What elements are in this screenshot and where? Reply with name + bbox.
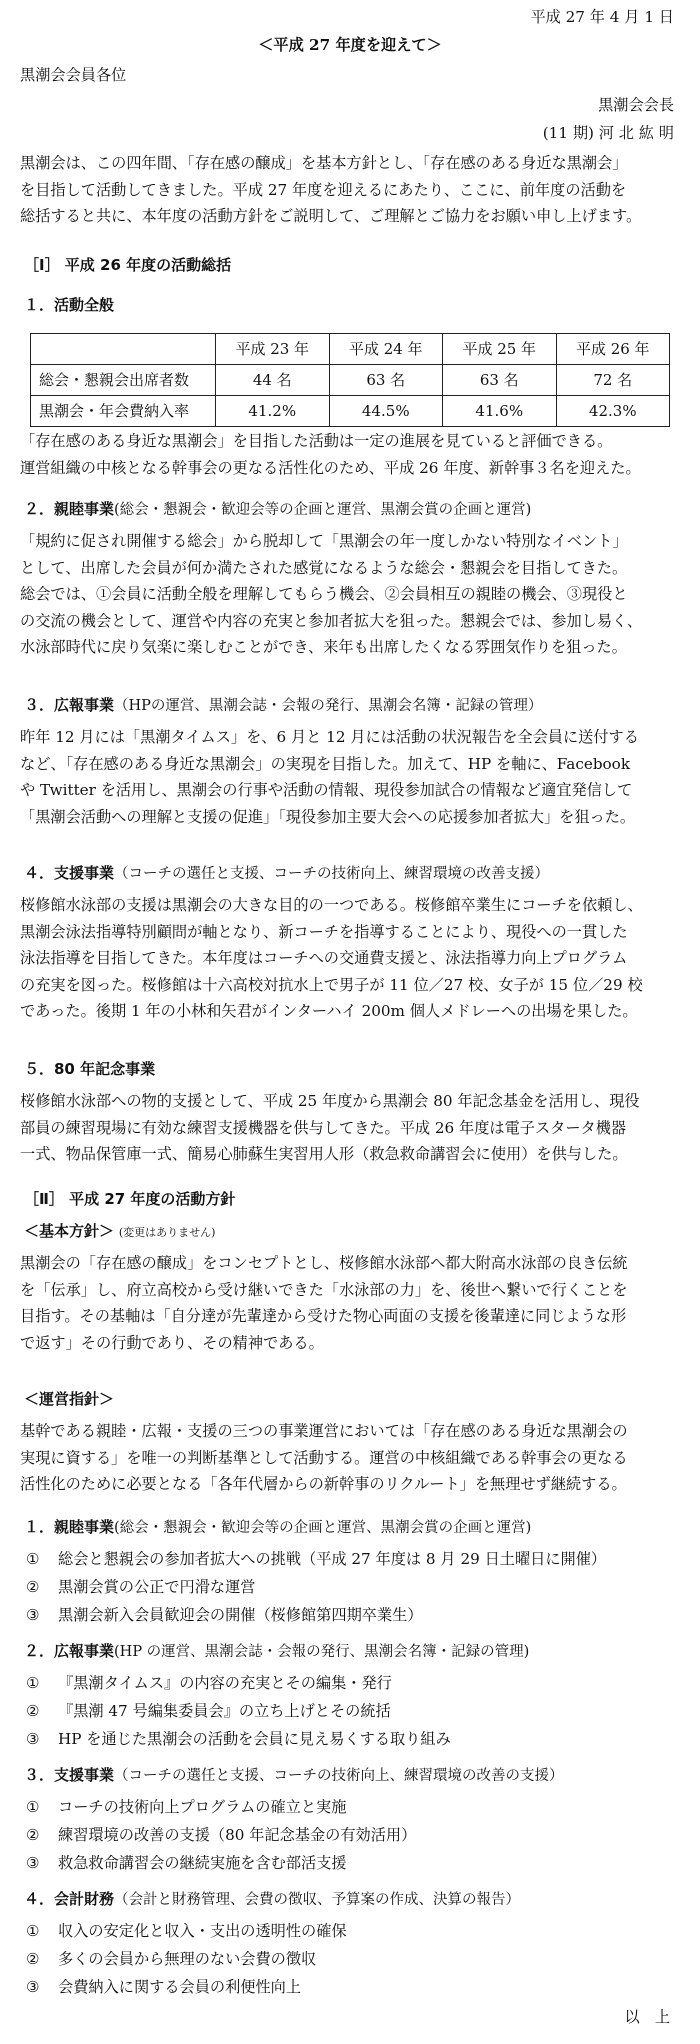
sub4-heading: ４．支援事業 (24, 864, 115, 882)
plan3-heading: ３．支援事業 (24, 1766, 115, 1784)
list-item-text: 『黒潮タイムス』の内容の充実とその編集・発行 (58, 1674, 392, 1692)
text-line: であった。後期 1 年の小林和矢君がインターハイ 200m 個人メドレーへの出場を果した。 (20, 1002, 638, 1021)
sub2-text (20, 528, 670, 661)
table-cell: 総会・懇親会出席者数 (31, 365, 216, 396)
list-marker: ① (26, 1550, 40, 1568)
list-item (26, 1850, 347, 1877)
list-item (26, 1918, 347, 1945)
basic-policy-note: (変更はありません) (118, 1226, 216, 1239)
plan3-heading-row (24, 1762, 564, 1789)
plan2-heading: ２．広報事業 (24, 1642, 115, 1660)
text-line: の充実を図った。桜修館は十六高校対抗水上で男子が 11 位／27 校、女子が 15 位／29 校 (20, 975, 643, 994)
basic-policy-heading: ＜基本方針＞ (24, 1222, 115, 1240)
plan1-heading-row (24, 1514, 531, 1541)
list-item-text: 総会と懇親会の参加者拡大への挑戦（平成 27 年度は 8 月 29 日土曜日に開催） (58, 1550, 607, 1568)
list-item (26, 1726, 451, 1753)
text-line: 総会では、①会員に活動全般を理解してもらう機会、②会員相互の親睦の機会、③現役と (20, 585, 628, 604)
text-line: 黒潮会の「存在感の醸成」をコンセプトとし、桜修館水泳部へ都大附高水泳部の良き伝統 (20, 1254, 628, 1272)
list-item-text: 練習環境の改善の支援（80 年記念基金の有効活用） (58, 1826, 417, 1844)
closing: 以 上 (624, 2008, 670, 2026)
text-line: で返す」その行動であり、その精神である。 (20, 1333, 324, 1352)
sub1-text (20, 428, 670, 481)
list-marker: ② (26, 1950, 40, 1968)
plan3-heading-note: （コーチの選任と支援、コーチの技術向上、練習環境の改善の支援） (114, 1768, 564, 1784)
table-cell: 63 名 (329, 365, 443, 396)
document-title: ＜平成 27 年度を迎えて＞ (258, 36, 442, 54)
activity-stats-table (30, 333, 670, 427)
text-line: 「黒潮会活動への理解と支援の促進」「現役参加主要大会への応援参加者拡大」を狙った。 (20, 807, 636, 826)
intro-paragraph (20, 150, 670, 230)
sub2-heading-note: (総会・懇親会・歓迎会等の企画と運営、黒潮会賞の企画と運営) (114, 502, 532, 518)
text-line: 実現に資する」を唯一の判断基準として活動する。運営の中核組織である幹事会の更なる (20, 1448, 628, 1467)
list-marker: ③ (26, 1978, 40, 1996)
sub5-heading: ５．80 年記念事業 (24, 1060, 156, 1078)
text-line: 活性化のために必要となる「各年代層からの新幹事のリクルート」を無理せず継続する。 (20, 1475, 627, 1494)
text-line: 水泳部時代に戻り気楽に楽しむことができ、来年も出席したくなる雰囲気作りを狙った。 (20, 638, 627, 657)
text-line: として、出席した会員が何か満たされた感覚になるような総会・懇親会を目指してきた。 (20, 558, 628, 577)
table-cell: 63 名 (443, 365, 557, 396)
sub5-text (20, 1088, 670, 1168)
intro-line: を目指して活動してきました。平成 27 年度を迎えるにあたり、ここに、前年度の活動を (20, 180, 627, 199)
intro-line: 黒潮会は、この四年間、「存在感の醸成」を基本方針とし、「存在感のある身近な黒潮会」 (20, 154, 628, 172)
table-header-cell (31, 334, 216, 365)
plan2-heading-note: (HP の運営、黒潮会誌・会報の発行、黒潮会名簿・記録の管理) (114, 1644, 530, 1660)
list-item (26, 1946, 316, 1973)
list-item-text: HP を通じた黒潮会の活動を会員に見え易くする取り組み (58, 1730, 451, 1748)
basic-policy-text (20, 1250, 670, 1356)
list-item-text: コーチの技術向上プログラムの確立と実施 (58, 1798, 347, 1816)
list-marker: ① (26, 1798, 40, 1816)
list-item (26, 1794, 346, 1821)
text-line: 運営組織の中核となる幹事会の更なる活性化のため、平成 26 年度、新幹事３名を迎えた。 (20, 458, 641, 477)
text-line: 基幹である親睦・広報・支援の三つの事業運営においては「存在感のある身近な黒潮会の (20, 1422, 628, 1440)
intro-line: 総括すると共に、本年度の活動方針をご説明して、ご理解とご協力をお願い申し上げます。 (20, 207, 642, 226)
text-line: 泳法指導を目指してきた。本年度はコーチへの交通費支援と、泳法指導力向上プログラム (20, 949, 628, 968)
table-row (31, 365, 670, 396)
text-line: を「伝承」し、府立高校から受け継いできた「水泳部の力」を、後世へ繋いで行くことを (20, 1280, 628, 1299)
ops-policy-heading: ＜運営指針＞ (24, 1390, 115, 1408)
list-marker: ① (26, 1922, 40, 1940)
list-item-text: 会費納入に関する会員の利便性向上 (58, 1978, 301, 1996)
sub4-text (20, 892, 670, 1025)
list-item (26, 1670, 392, 1697)
list-item (26, 1698, 391, 1725)
list-item (26, 1574, 255, 1601)
plan4-heading-note: （会計と財務管理、会費の徴収、予算案の作成、決算の報告） (114, 1892, 521, 1908)
plan4-heading: ４．会計財務 (24, 1890, 115, 1908)
text-line: の交流の機会として、運営や内容の充実と参加者拡大を狙った。懇親会では、参加し易く、 (20, 611, 643, 630)
list-marker: ② (26, 1826, 40, 1844)
table-header-cell: 平成 23 年 (216, 334, 330, 365)
list-item-text: 黒潮会新入会員歓迎会の開催（桜修館第四期卒業生） (58, 1606, 423, 1624)
table-cell: 41.2% (216, 396, 330, 427)
text-line: 桜修館水泳部への物的支援として、平成 25 年度から黒潮会 80 年記念基金を活用し、現役 (20, 1092, 640, 1110)
list-marker: ② (26, 1578, 40, 1596)
plan2-heading-row (24, 1638, 529, 1665)
table-header-cell: 平成 24 年 (329, 334, 443, 365)
plan1-heading: １．親睦事業 (24, 1518, 115, 1536)
list-item-text: 収入の安定化と収入・支出の透明性の確保 (58, 1922, 347, 1940)
list-marker: ③ (26, 1854, 40, 1872)
text-line: や Twitter を活用し、黒潮会の行事や活動の情報、現役参加試合の情報など適宜発信して (20, 781, 633, 800)
list-item-text: 黒潮会賞の公正で円滑な運営 (58, 1578, 256, 1596)
list-item-text: 多くの会員から無理のない会費の徴収 (58, 1950, 317, 1968)
basic-policy-heading-row (24, 1218, 215, 1245)
date: 平成 27 年 4 月 1 日 (530, 8, 674, 26)
table-header-row (31, 334, 670, 365)
sub3-text (20, 724, 670, 830)
list-marker: ③ (26, 1730, 40, 1748)
sub4-heading-row (24, 860, 549, 887)
table-cell: 72 名 (556, 365, 670, 396)
list-marker: ① (26, 1674, 40, 1692)
table-header-cell: 平成 25 年 (443, 334, 557, 365)
sender-title: 黒潮会会長 (598, 96, 674, 114)
table-cell: 41.6% (443, 396, 557, 427)
text-line: 目指す。その基軸は「自分達が先輩達から受けた物心両面の支援を後輩達に同じような形 (20, 1307, 627, 1326)
plan4-heading-row (24, 1886, 520, 1913)
text-line: 昨年 12 月には「黒潮タイムス」を、6 月と 12 月には活動の状況報告を全会員に送付する (20, 728, 639, 746)
table-cell: 黒潮会・年会費納入率 (31, 396, 216, 427)
list-item-text: 『黒潮 47 号編集委員会』の立ち上げとその統括 (58, 1702, 391, 1720)
list-marker: ③ (26, 1606, 40, 1624)
plan1-heading-note: (総会・懇親会・歓迎会等の企画と運営、黒潮会賞の企画と運営) (114, 1520, 532, 1536)
addressee: 黒潮会会員各位 (20, 66, 127, 84)
sub2-heading: ２．親睦事業 (24, 500, 115, 518)
text-line: 桜修館水泳部の支援は黒潮会の大きな目的の一つである。桜修館卒業生にコーチを依頼し、 (20, 896, 643, 914)
text-line: 黒潮会泳法指導特別顧問が軸となり、新コーチを指導することにより、現役への一貫した (20, 922, 628, 941)
list-item (26, 1822, 416, 1849)
table-header-cell: 平成 26 年 (556, 334, 670, 365)
sub3-heading-note: （HPの運営、黒潮会誌・会報の発行、黒潮会名簿・記録の管理） (114, 698, 543, 714)
table-cell: 44.5% (329, 396, 443, 427)
text-line: 「規約に促され開催する総会」から脱却して「黒潮会の年一度しかない特別なイベント」 (20, 532, 628, 550)
sub3-heading-row (24, 692, 542, 719)
text-line: など、「存在感のある身近な黒潮会」の実現を目指した。加えて、HP を軸に、Facebook (20, 754, 631, 773)
list-item (26, 1602, 423, 1629)
table-cell: 42.3% (556, 396, 670, 427)
section2-heading: ［Ⅱ］ 平成 27 年度の活動方針 (24, 1190, 236, 1208)
list-item-text: 救急救命講習会の継続実施を含む部活支援 (58, 1854, 347, 1872)
table-row (31, 396, 670, 427)
ops-policy-text (20, 1418, 670, 1498)
text-line: 部員の練習現場に有効な練習支援機器を供与してきた。平成 26 年度は電子スタータ機器 (20, 1118, 627, 1137)
sub2-heading-row (24, 496, 531, 523)
table-cell: 44 名 (216, 365, 330, 396)
section1-heading: ［Ⅰ］ 平成 26 年度の活動総括 (24, 256, 232, 274)
text-line: 一式、物品保管庫一式、簡易心肺蘇生実習用人形（救急救命講習会に使用）を供与した。 (20, 1145, 628, 1164)
list-marker: ② (26, 1702, 40, 1720)
sub4-heading-note: （コーチの選任と支援、コーチの技術向上、練習環境の改善支援） (114, 866, 550, 882)
list-item (26, 1974, 301, 2001)
list-item (26, 1546, 606, 1573)
sub3-heading: ３．広報事業 (24, 696, 115, 714)
text-line: 「存在感のある身近な黒潮会」を目指した活動は一定の進展を見ていると評価できる。 (20, 432, 613, 450)
sender-name: (11 期) 河 北 紘 明 (542, 124, 674, 142)
sub1-heading: １．活動全般 (24, 296, 115, 314)
